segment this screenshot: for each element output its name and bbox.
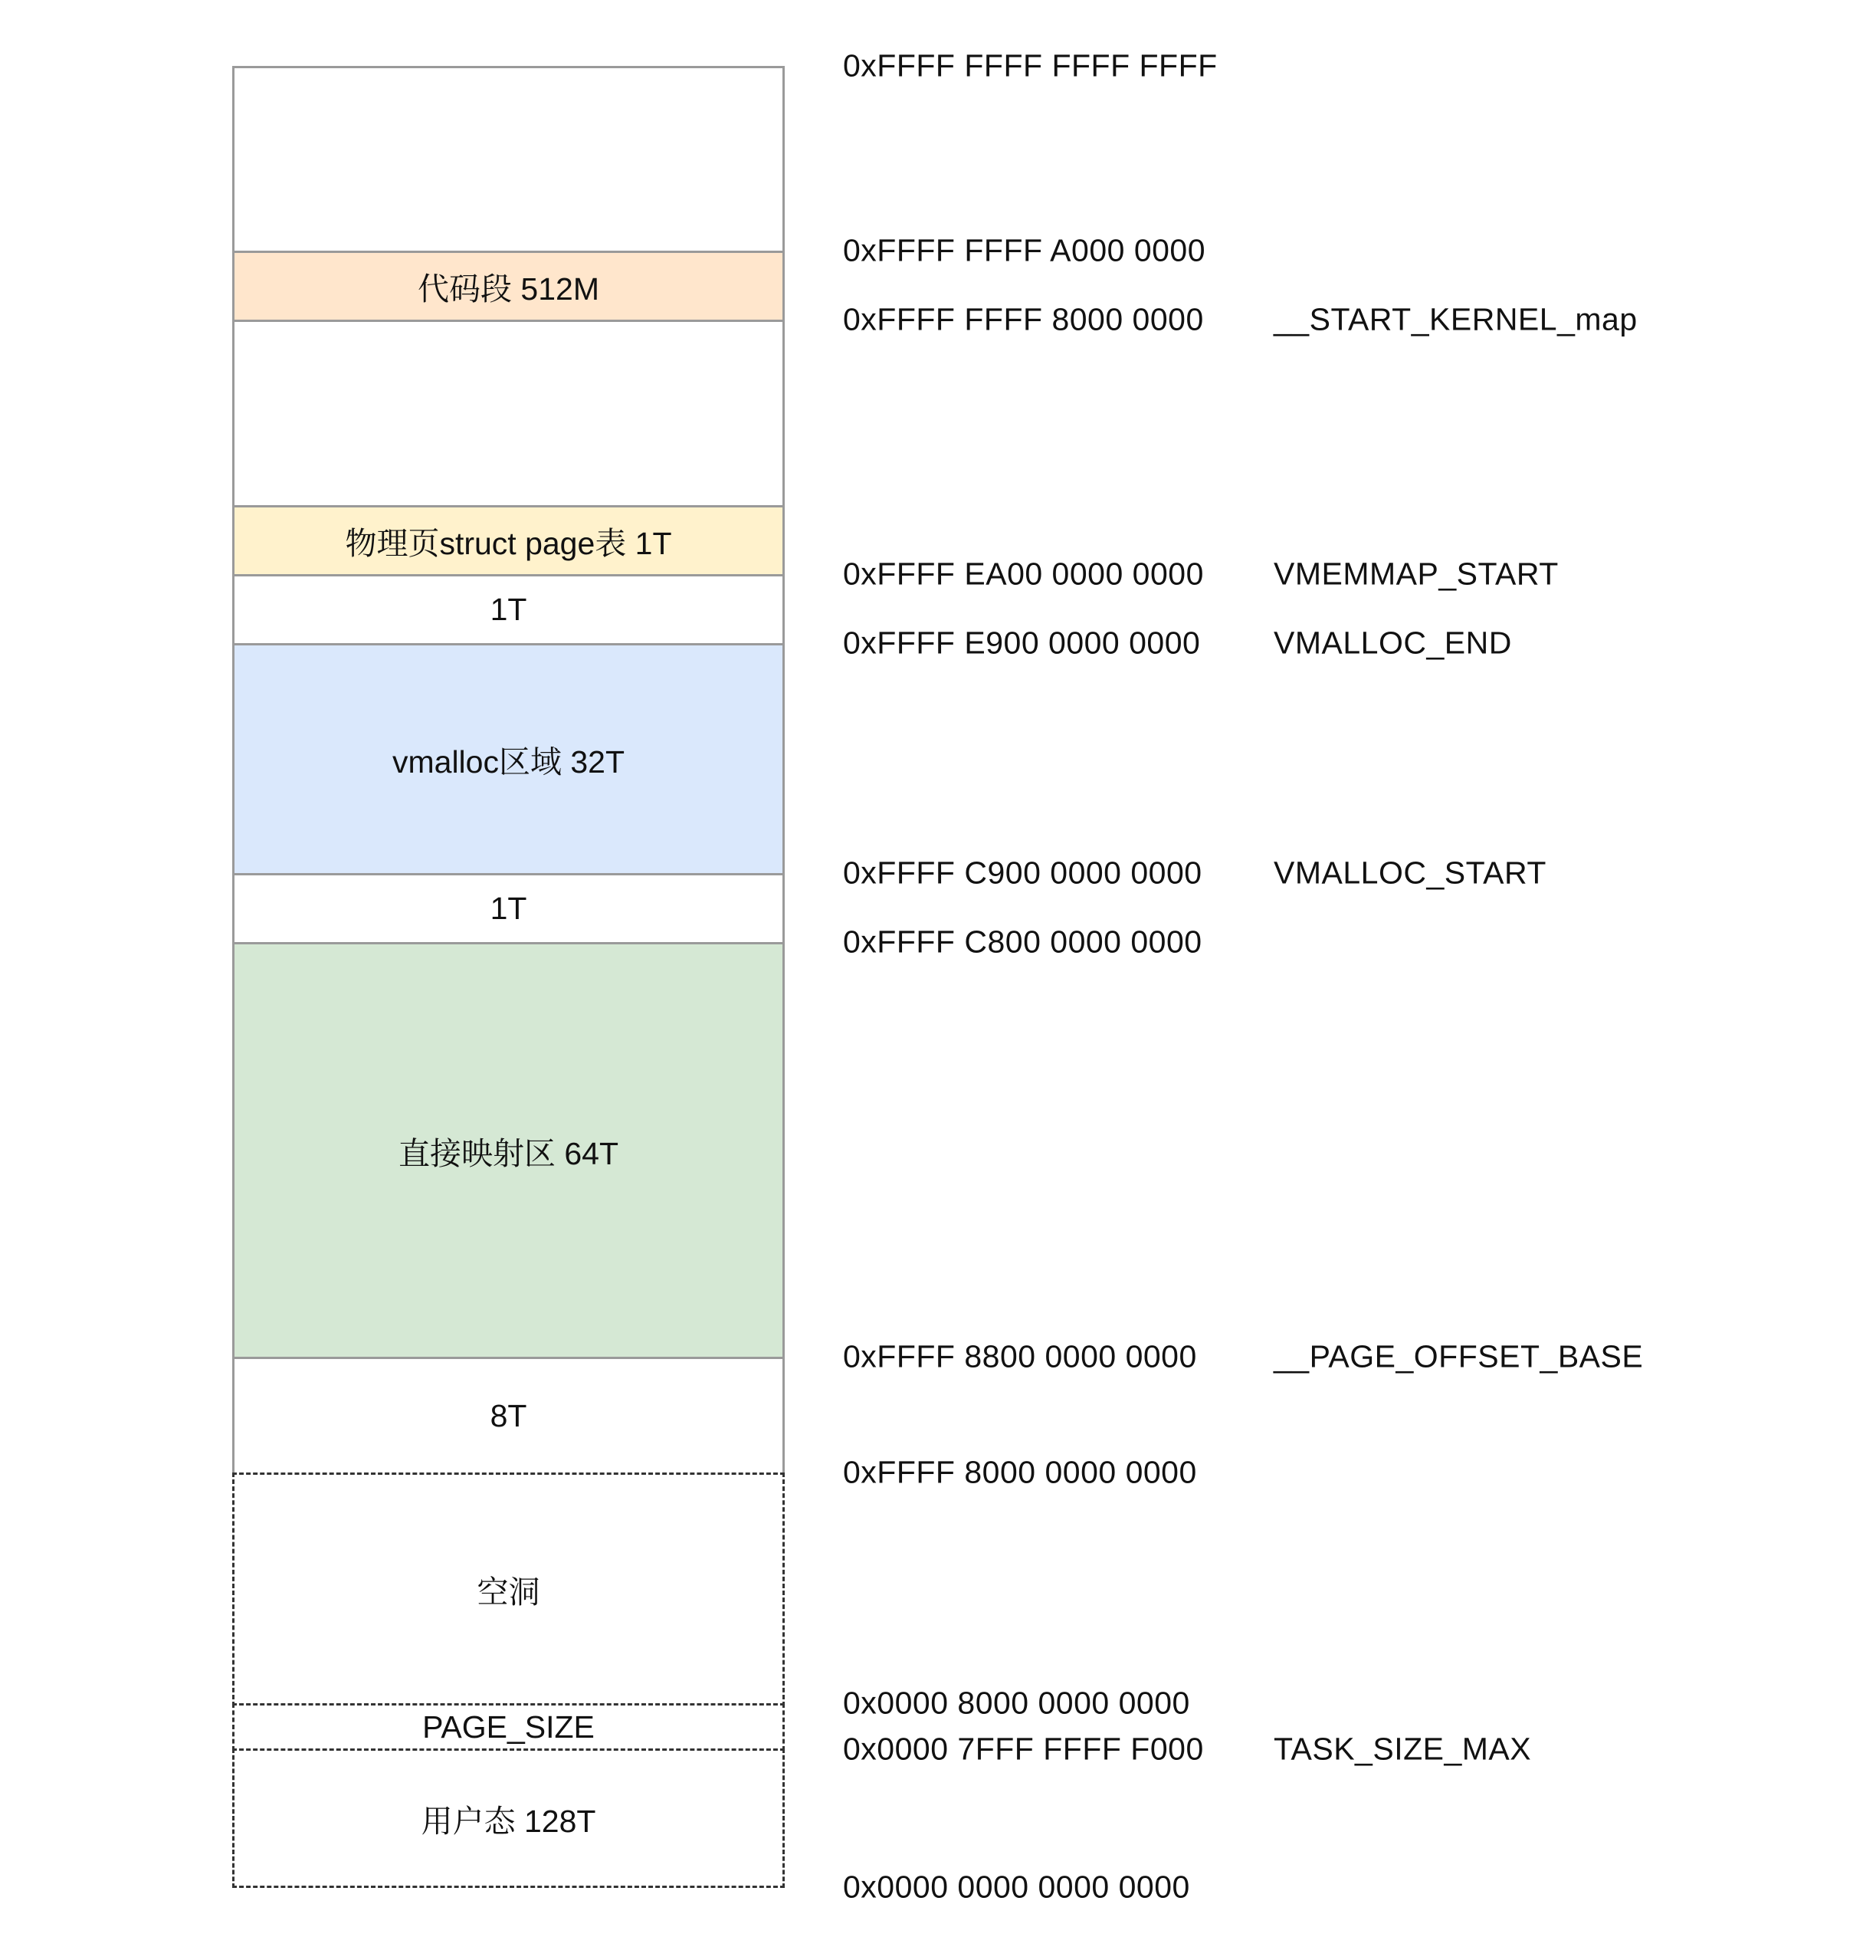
- region-user-space-label: 用户态 128T: [421, 1803, 596, 1839]
- region-guard-1t-lower-label: 1T: [490, 891, 527, 926]
- address-label: 0xFFFF EA00 0000 0000: [843, 556, 1204, 592]
- region-vmalloc: [232, 643, 785, 875]
- region-page-size: [232, 1703, 785, 1751]
- symbol-task-size-max: TASK_SIZE_MAX: [1274, 1731, 1532, 1767]
- region-page-table: [232, 505, 785, 576]
- address-label: 0xFFFF 8000 0000 0000: [843, 1454, 1197, 1490]
- region-user-space: [232, 1748, 785, 1888]
- region-code-segment-label: 代码段 512M: [418, 271, 599, 307]
- symbol-vmalloc-start: VMALLOC_START: [1274, 855, 1546, 891]
- region-guard-1t-upper: [232, 574, 785, 645]
- region-page-size-label: PAGE_SIZE: [422, 1709, 595, 1745]
- symbol-vmalloc-end: VMALLOC_END: [1274, 625, 1512, 661]
- symbol-vmemmap-start: VMEMMAP_START: [1274, 556, 1559, 592]
- address-label: 0xFFFF C900 0000 0000: [843, 855, 1202, 891]
- symbol-page-offset-base: __PAGE_OFFSET_BASE: [1274, 1338, 1644, 1374]
- region-page-table-label: 物理页struct page表 1T: [345, 526, 672, 561]
- region-hole: [232, 1472, 785, 1706]
- address-label: 0xFFFF 8800 0000 0000: [843, 1338, 1197, 1374]
- region-hole-label: 空洞: [477, 1574, 540, 1610]
- address-label: 0xFFFF C800 0000 0000: [843, 924, 1202, 960]
- region-vmalloc-label: vmalloc区域 32T: [392, 744, 625, 780]
- region-code-segment: [232, 251, 785, 322]
- region-guard-1t-upper-label: 1T: [490, 592, 527, 627]
- region-gap-after-code: [232, 320, 785, 507]
- region-direct-map-label: 直接映射区 64T: [398, 1135, 619, 1171]
- address-label: 0xFFFF E900 0000 0000: [843, 625, 1201, 661]
- address-label: 0xFFFF FFFF A000 0000: [843, 232, 1206, 268]
- region-direct-map: [232, 942, 785, 1359]
- region-guard-8t-label: 8T: [490, 1397, 527, 1433]
- region-guard-1t-lower: [232, 873, 785, 944]
- address-label: 0xFFFF FFFF 8000 0000: [843, 301, 1204, 337]
- region-top-blank: [232, 66, 785, 253]
- address-label: 0x0000 8000 0000 0000: [843, 1685, 1190, 1721]
- symbol-start-kernel-map: __START_KERNEL_map: [1274, 301, 1638, 337]
- address-label: 0x0000 7FFF FFFF F000: [843, 1731, 1204, 1767]
- address-label: 0xFFFF FFFF FFFF FFFF: [843, 48, 1218, 84]
- address-label: 0x0000 0000 0000 0000: [843, 1869, 1190, 1905]
- region-guard-8t: [232, 1357, 785, 1475]
